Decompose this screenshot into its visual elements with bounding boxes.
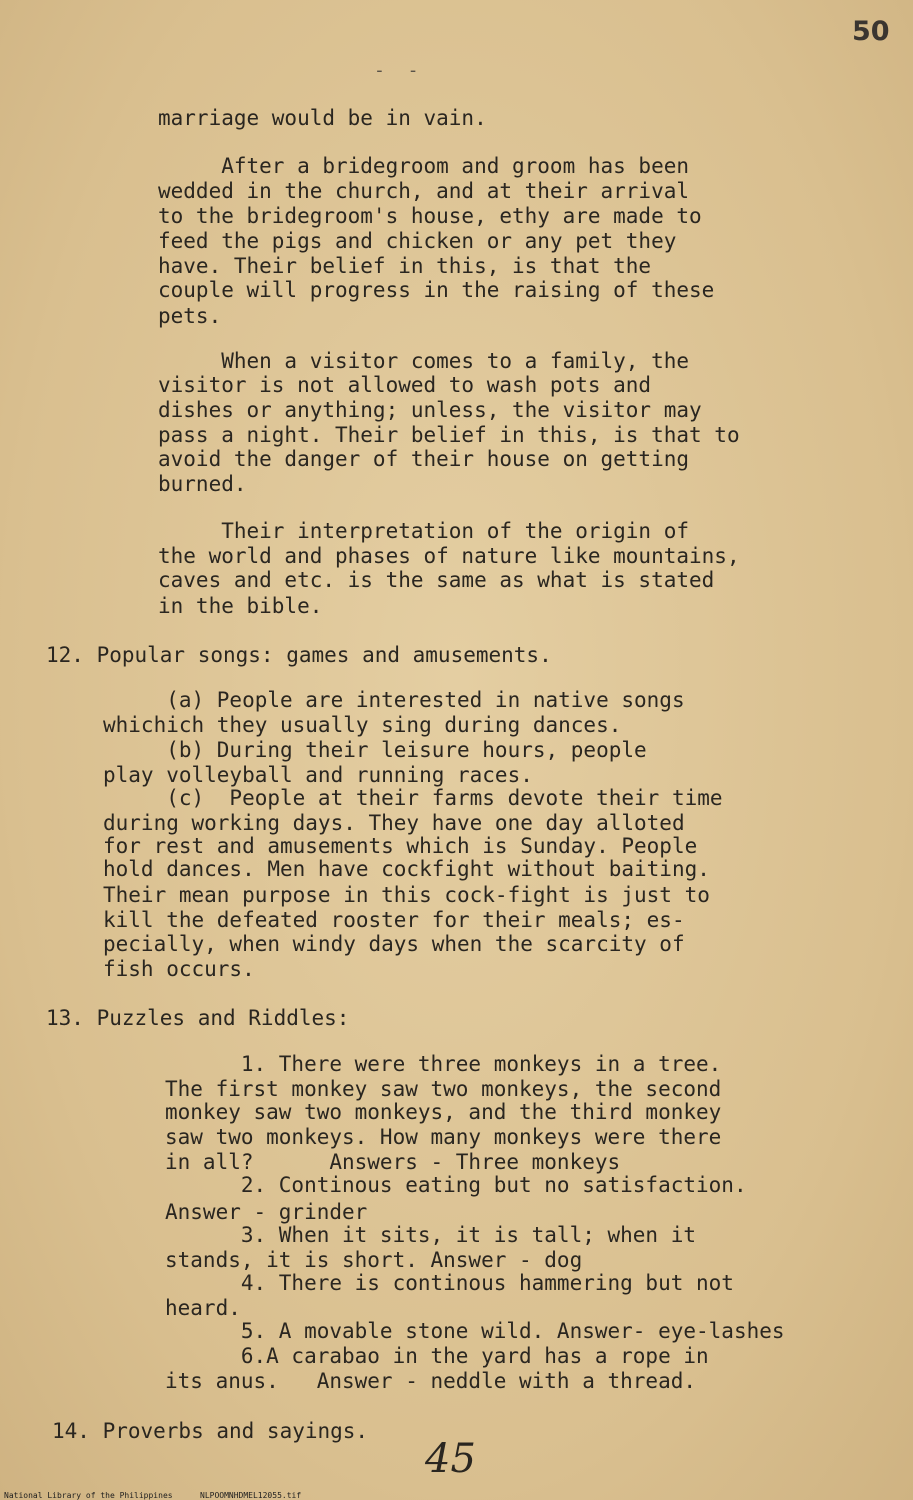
- text-line: Their interpretation of the origin of: [158, 519, 690, 543]
- text-line: marriage would be in vain.: [158, 106, 487, 130]
- text-line: After a bridegroom and groom has been: [158, 154, 690, 178]
- text-line: pets.: [158, 304, 222, 328]
- section-heading-14: 14. Proverbs and sayings.: [52, 1419, 369, 1443]
- text-line: Answer - grinder: [165, 1200, 368, 1224]
- text-line: 5. A movable stone wild. Answer- eye-lashes: [165, 1319, 785, 1343]
- text-line: in the bible.: [158, 594, 323, 618]
- text-line: hold dances. Men have cockfight without baiting.: [103, 857, 710, 881]
- text-line: heard.: [165, 1296, 241, 1320]
- text-line: fish occurs.: [103, 957, 255, 981]
- text-line: for rest and amusements which is Sunday. People: [103, 834, 698, 858]
- text-line: Their mean purpose in this cock-fight is just to: [103, 883, 710, 907]
- text-line: play volleyball and running races.: [103, 763, 533, 787]
- handwritten-page-number: 45: [425, 1436, 476, 1482]
- text-line: whichich they usually sing during dances.: [103, 713, 622, 737]
- footer-library-name: National Library of the Philippines: [4, 1491, 173, 1500]
- top-dash-mark: - -: [374, 60, 425, 81]
- text-line: its anus. Answer - neddle with a thread.: [165, 1369, 697, 1393]
- text-line: (c) People at their farms devote their time: [103, 786, 723, 810]
- text-line: visitor is not allowed to wash pots and: [158, 373, 652, 397]
- text-line: 6.A carabao in the yard has a rope in: [165, 1344, 709, 1368]
- text-line: dishes or anything; unless, the visitor may: [158, 398, 702, 422]
- text-line: saw two monkeys. How many monkeys were there: [165, 1125, 722, 1149]
- text-line: in all? Answers - Three monkeys: [165, 1150, 621, 1174]
- text-line: couple will progress in the raising of these: [158, 278, 715, 302]
- text-line: pecially, when windy days when the scarcity of: [103, 932, 685, 956]
- footer-file-name: NLPOOMNHDMEL12055.tif: [200, 1491, 302, 1500]
- text-line: burned.: [158, 472, 247, 496]
- text-line: (a) People are interested in native songs: [103, 688, 685, 712]
- text-line: 2. Continous eating but no satisfaction.: [165, 1173, 747, 1197]
- page-number: 50: [852, 16, 890, 47]
- text-line: to the bridegroom's house, ethy are made to: [158, 204, 702, 228]
- text-line: wedded in the church, and at their arrival: [158, 179, 690, 203]
- text-line: avoid the danger of their house on getting: [158, 447, 690, 471]
- text-line: have. Their belief in this, is that the: [158, 254, 652, 278]
- section-heading-13: 13. Puzzles and Riddles:: [46, 1006, 350, 1030]
- text-line: stands, it is short. Answer - dog: [165, 1248, 583, 1272]
- text-line: The first monkey saw two monkeys, the second: [165, 1077, 722, 1101]
- text-line: 1. There were three monkeys in a tree.: [165, 1052, 722, 1076]
- text-line: kill the defeated rooster for their meals; es-: [103, 908, 685, 932]
- text-line: (b) During their leisure hours, people: [103, 738, 647, 762]
- text-line: caves and etc. is the same as what is stated: [158, 568, 715, 592]
- text-line: 3. When it sits, it is tall; when it: [165, 1223, 697, 1247]
- text-line: monkey saw two monkeys, and the third monkey: [165, 1100, 722, 1124]
- text-line: When a visitor comes to a family, the: [158, 349, 690, 373]
- section-heading-12: 12. Popular songs: games and amusements.: [46, 643, 552, 667]
- text-line: during working days. They have one day alloted: [103, 811, 685, 835]
- text-line: the world and phases of nature like mountains,: [158, 544, 740, 568]
- text-line: 4. There is continous hammering but not: [165, 1271, 734, 1295]
- text-line: feed the pigs and chicken or any pet they: [158, 229, 677, 253]
- text-line: pass a night. Their belief in this, is that to: [158, 423, 740, 447]
